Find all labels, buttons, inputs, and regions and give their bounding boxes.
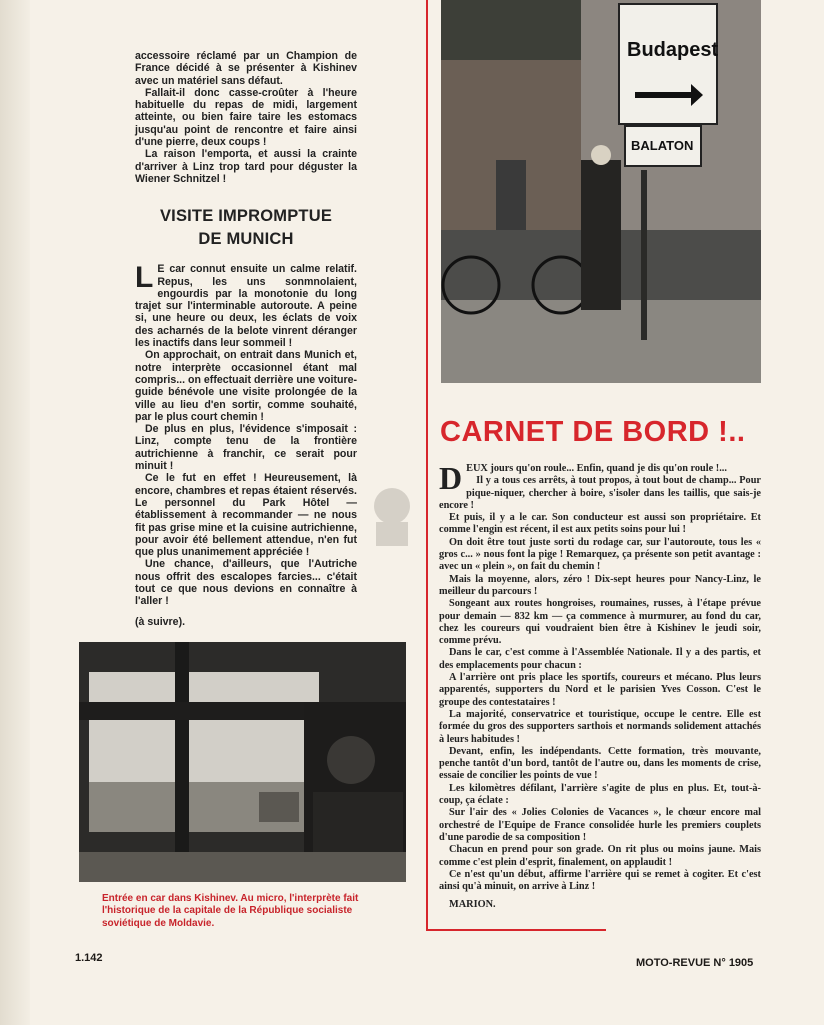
paragraph <box>135 263 357 349</box>
watermark-portrait-icon <box>362 478 422 548</box>
paragraph: De plus en plus, l'évidence s'imposait : Linz, compte tenu de la frontière autrichienne à franchir, ce serait pour minuit ! <box>135 423 357 473</box>
paragraph-text: La raison l'emporta, et aussi la crainte d'arriver à Linz trop tard pour déguster la <box>135 148 357 173</box>
paragraph: Devant, enfin, les indépendants. Cette formation, très mouvante, penche tantôt d'un bord, tantôt de l'autre ou, dans les moments de crise, essaie de concilier les points de vue ! <box>439 745 761 782</box>
paragraph-text: EUX jours qu'on roule... Enfin, quand je dis qu'on roule !... <box>466 463 727 474</box>
wiener-schnitzel-text: Wiener Schnitzel ! <box>135 172 227 185</box>
photo-bus-interior <box>79 642 406 882</box>
to-be-continued: (à suivre). <box>135 615 186 628</box>
paragraph: Songeant aux routes hongroises, roumaines, russes, à l'étape prévue pour demain — 832 km — ça commence à murmurer, au fond du car, chez les coureurs qui voudraient bien être à Kishinev le jeudi soir, comme prévu. <box>439 598 761 647</box>
photo-caption: Entrée en car dans Kishinev. Au micro, l'interprète fait l'historique de la capitale de la République socialiste soviétique de Moldavie. <box>102 893 359 929</box>
paragraph: Une chance, d'ailleurs, que l'Autriche nous offrit des escalopes farcies... c'était tout ce que nous devions en connaître à l'aller ! <box>135 558 357 608</box>
paragraph: Chacun en prend pour son grade. On rit plus ou moins jaune. Mais comme c'est plein d'esprit, finalement, on applaudit ! <box>439 844 761 868</box>
section-title <box>135 205 357 251</box>
balaton-sign-text: BALATON <box>631 138 694 153</box>
bus-interior-illustration <box>79 642 406 882</box>
left-column-article <box>135 50 357 628</box>
paragraph: Les kilomètres défilant, l'arrière s'agite de plus en plus. Et, tout-à-coup, ça éclate : <box>439 782 761 807</box>
red-column-rule <box>426 0 428 930</box>
paragraph: Fallait-il donc casse-croûter à l'heure habituelle du repas de midi, largement atteinte, ou bien faire taire les estomacs jusqu'au point de rencontre et faire ainsi d'une pierre, deux coups ! <box>135 86 357 149</box>
street-scene-illustration <box>441 0 761 383</box>
drop-cap-letter: L <box>135 261 154 295</box>
page-number: 1.142 <box>75 952 103 964</box>
paragraph: Dans le car, c'est comme à l'Assemblée Nationale. Il y a des partis, et des emplacements pour chacun : <box>439 647 761 671</box>
section-title-line1: VISITE IMPROMPTUE <box>159 207 333 226</box>
drop-cap-letter: D <box>439 460 463 496</box>
paragraph: Il y a tous ces arrêts, à tout propos, à tout bout de champ... Pour pique-niquer, chercher à boire, s'isoler dans les taillis, que sais-je encore ! <box>439 475 761 511</box>
author-signature: MARION. <box>449 899 496 911</box>
paragraph: La majorité, conservatrice et touristique, occupe le centre. Elle est formée du gros des supporters sarthois et normands solidement attachés à leurs habitudes ! <box>439 708 761 745</box>
budapest-sign-text: Budapest <box>627 39 719 61</box>
paragraph: accessoire réclamé par un Champion de France décidé à se présenter à Kishinev avec un matériel sans défaut. <box>135 50 357 87</box>
paragraph: Sur l'air des « Jolies Colonies de Vacances », le chœur encore mal orchestré de l'Equipe de France consolidée hurle les premiers couplets d'une parodie de sa composition ! <box>439 807 761 843</box>
journal-issue: MOTO-REVUE N° 1905 <box>636 957 754 969</box>
paragraph: Et puis, il y a le car. Son conducteur est aussi son propriétaire. Et comme l'engin est récent, il est aux petits soins pour lui ! <box>439 512 761 536</box>
paragraph: Ce n'est qu'un début, affirme l'arrière qui se remet à cogiter. Et c'est ainsi qu'à minuit, on arrive à Linz ! <box>439 868 761 893</box>
page-binding-shadow <box>0 0 30 1025</box>
paragraph: Mais la moyenne, alors, zéro ! Dix-sept heures pour Nancy-Linz, le meilleur du parcours ! <box>439 573 761 597</box>
photo-budapest-street <box>441 0 761 383</box>
paragraph: A l'arrière ont pris place les sportifs, coureurs et mécano. Plus leurs apparentés, supporters du Nord et le parisien Yves Cosson. C'est le groupe des contestataires ! <box>439 672 761 708</box>
paragraph-text: E car connut ensuite un calme relatif. Repus, les uns sonmnolaient, engourdis par la monotonie du long trajet sur l'interminable autoroute. A peine si, une heure ou deux, les éclats de voix des acharnés de la belote vinrent déranger les inactifs dans leur sommeil ! <box>135 263 357 350</box>
paragraph: On doit être tout juste sorti du rodage car, sur l'autoroute, tous les « gros c... » nous font la pige ! Remarquez, ça présente son petit avantage : avec un « plein », on fait du chemin ! <box>439 536 761 573</box>
paragraph: Ce le fut en effet ! Heureusement, là encore, chambres et repas étaient réservés. Le personnel du Park Hôtel — établissement à recommander — ne nous fit pas grise mine et la cuisine autrichienne, pour avoir été bellement attendue, n'en fut que plus unanimement appréciée ! <box>135 472 357 559</box>
paragraph: On approchait, on entrait dans Munich et, notre interprète occasionnel étant mal compris... on effectuait derrière une voiture-guide bénévole une visite prolongée de la ville au lieu d'en sortir, comme souhaité, par le plus court chemin ! <box>135 349 357 423</box>
carnet-title: CARNET DE BORD !.. <box>440 416 746 448</box>
paragraph <box>135 148 357 185</box>
right-column-article <box>439 460 761 912</box>
section-title-line2: DE MUNICH <box>198 230 294 249</box>
red-bottom-rule <box>426 929 606 931</box>
